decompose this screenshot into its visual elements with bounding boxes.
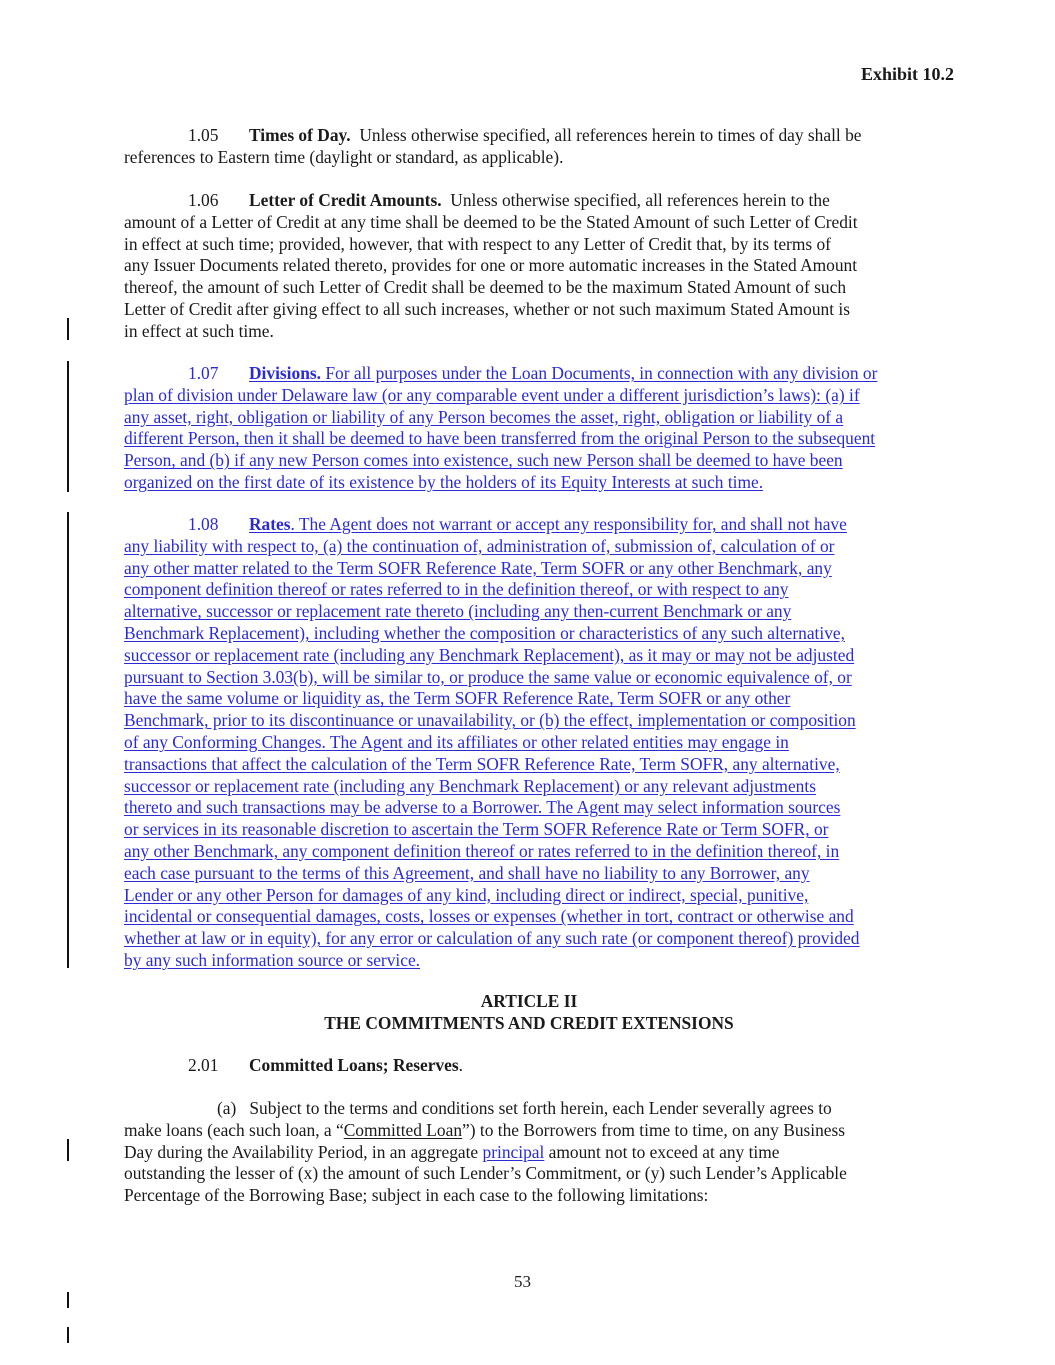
text-line: Unless otherwise specified, all references herein to the <box>450 190 830 210</box>
text-line: Unless otherwise specified, all references herein to times of day shall be <box>359 125 862 145</box>
article-number: ARTICLE II <box>480 991 578 1011</box>
text-line: or services in its reasonable discretion to ascertain the Term SOFR Reference Rate or Term SOFR, or <box>124 819 829 840</box>
text-line: any liability with respect to, (a) the continuation of, administration of, submission of, calculation of or <box>124 535 835 556</box>
text-fragment: make loans (each such loan, a “ <box>124 1119 344 1140</box>
section-title: Letter of Credit Amounts. <box>249 190 442 210</box>
text-line: Benchmark Replacement), including whether the composition or characteristics of any such alternative, <box>124 622 845 643</box>
text-fragment: Day during the Availability Period, in an aggregate <box>124 1141 483 1162</box>
text-line: in effect at such time; provided, however, that with respect to any Letter of Credit that, by its terms of <box>124 233 831 254</box>
section-1-08 <box>124 514 934 972</box>
section-number: 1.05 <box>188 125 219 145</box>
section-title: Times of Day. <box>249 125 351 145</box>
text-line: any other Benchmark, any component definition thereof or rates referred to in the definition thereof, in <box>124 840 840 861</box>
text-line: any other matter related to the Term SOFR Reference Rate, Term SOFR or any other Benchmark, any <box>124 557 832 578</box>
text-line: different Person, then it shall be deemed to have been transferred from the original Person to the subsequent <box>124 428 876 449</box>
text-line: Subject to the terms and conditions set forth herein, each Lender severally agrees to <box>249 1098 832 1118</box>
change-bar <box>67 361 69 492</box>
text-line: For all purposes under the Loan Documents, in connection with any division or <box>325 363 878 383</box>
exhibit-label: Exhibit 10.2 <box>860 64 954 84</box>
section-2-01-a <box>124 1098 934 1207</box>
text-line: by any such information source or service. <box>124 949 421 970</box>
section-number: 1.06 <box>188 190 219 210</box>
section-title: Rates <box>249 514 291 534</box>
text-line: transactions that affect the calculation of the Term SOFR Reference Rate, Term SOFR, any alternative, <box>124 753 840 774</box>
change-bar <box>67 1292 69 1308</box>
article-title: THE COMMITMENTS AND CREDIT EXTENSIONS <box>324 1013 734 1033</box>
section-number: 1.07 <box>188 363 219 383</box>
text-line: amount of a Letter of Credit at any time shall be deemed to be the Stated Amount of such Letter of Credit <box>124 211 858 232</box>
section-number: 2.01 <box>188 1055 219 1075</box>
text-line: each case pursuant to the terms of this Agreement, and shall have no liability to any Borrower, any <box>124 862 810 883</box>
text-line: of any Conforming Changes. The Agent and its affiliates or other related entities may engage in <box>124 731 789 752</box>
section-1-07 <box>124 363 934 494</box>
text-line: Letter of Credit after giving effect to all such increases, whether or not such maximum Stated Amount is <box>124 298 851 319</box>
change-bar <box>67 512 69 968</box>
section-1-05 <box>124 125 934 169</box>
text-line: . The Agent does not warrant or accept any responsibility for, and shall not have <box>290 514 847 534</box>
text-line: any Issuer Documents related thereto, provides for one or more automatic increases in the Stated Amount <box>124 255 858 276</box>
text-line: thereto and such transactions may be adverse to a Borrower. The Agent may select information sources <box>124 797 841 818</box>
text-line: any asset, right, obligation or liability of any Person becomes the asset, right, obligation or liability of a <box>124 406 844 427</box>
page-number: 53 <box>514 1272 531 1291</box>
text-line: Benchmark, prior to its discontinuance or unavailability, or (b) the effect, implementation or composition <box>124 710 856 731</box>
text-line: Person, and (b) if any new Person comes into existence, such new Person shall be deemed to have been <box>124 450 843 471</box>
text-line: have the same volume or liquidity as, the Term SOFR Reference Rate, Term SOFR or any other <box>124 688 791 709</box>
clause-label: (a) <box>217 1098 237 1118</box>
section-1-06 <box>124 190 934 343</box>
defined-term: Committed Loan <box>343 1119 463 1140</box>
section-number: 1.08 <box>188 514 219 534</box>
text-fragment: ”) to the Borrowers from time to time, on any Business <box>462 1119 846 1140</box>
section-2-01-heading <box>124 1055 934 1077</box>
title-suffix: . <box>458 1055 463 1075</box>
text-line: in effect at such time. <box>124 320 274 341</box>
text-line: outstanding the lesser of (x) the amount of such Lender’s Commitment, or (y) such Lender’s Applicable <box>124 1163 847 1184</box>
text-line: plan of division under Delaware law (or any comparable event under a different jurisdiction’s laws): (a) if <box>124 384 860 405</box>
change-bar <box>67 1139 69 1161</box>
text-line: thereof, the amount of such Letter of Credit shall be deemed to be the maximum Stated Amount of such <box>124 277 847 298</box>
text-line: Lender or any other Person for damages of any kind, including direct or indirect, special, punitive, <box>124 884 809 905</box>
text-line: successor or replacement rate (including any Benchmark Replacement), as it may or may not be adjusted <box>124 644 855 665</box>
text-line: alternative, successor or replacement rate thereto (including any then-current Benchmark or any <box>124 601 792 622</box>
section-title: Committed Loans; Reserves <box>249 1055 459 1075</box>
text-line: incidental or consequential damages, costs, losses or expenses (whether in tort, contract or otherwise and <box>124 906 854 927</box>
text-line: component definition thereof or rates referred to in the definition thereof, or with respect to any <box>124 579 789 600</box>
text-fragment: amount not to exceed at any time <box>544 1141 780 1162</box>
text-line: successor or replacement rate (including any Benchmark Replacement) or any relevant adjustments <box>124 775 816 796</box>
text-line: organized on the first date of its existence by the holders of its Equity Interests at such time. <box>124 471 764 492</box>
change-bar <box>67 1327 69 1343</box>
text-line: references to Eastern time (daylight or standard, as applicable). <box>124 146 564 167</box>
text-line: pursuant to Section 3.03(b), will be similar to, or produce the same value or economic equivalence of, or <box>124 666 852 687</box>
text-line: whether at law or in equity), for any error or calculation of any such rate (or component thereof) provided <box>124 928 860 949</box>
change-bar <box>67 318 69 340</box>
principal-link[interactable]: principal <box>482 1141 545 1162</box>
section-title: Divisions. <box>249 363 321 383</box>
text-line: Percentage of the Borrowing Base; subject in each case to the following limitations: <box>124 1185 709 1206</box>
